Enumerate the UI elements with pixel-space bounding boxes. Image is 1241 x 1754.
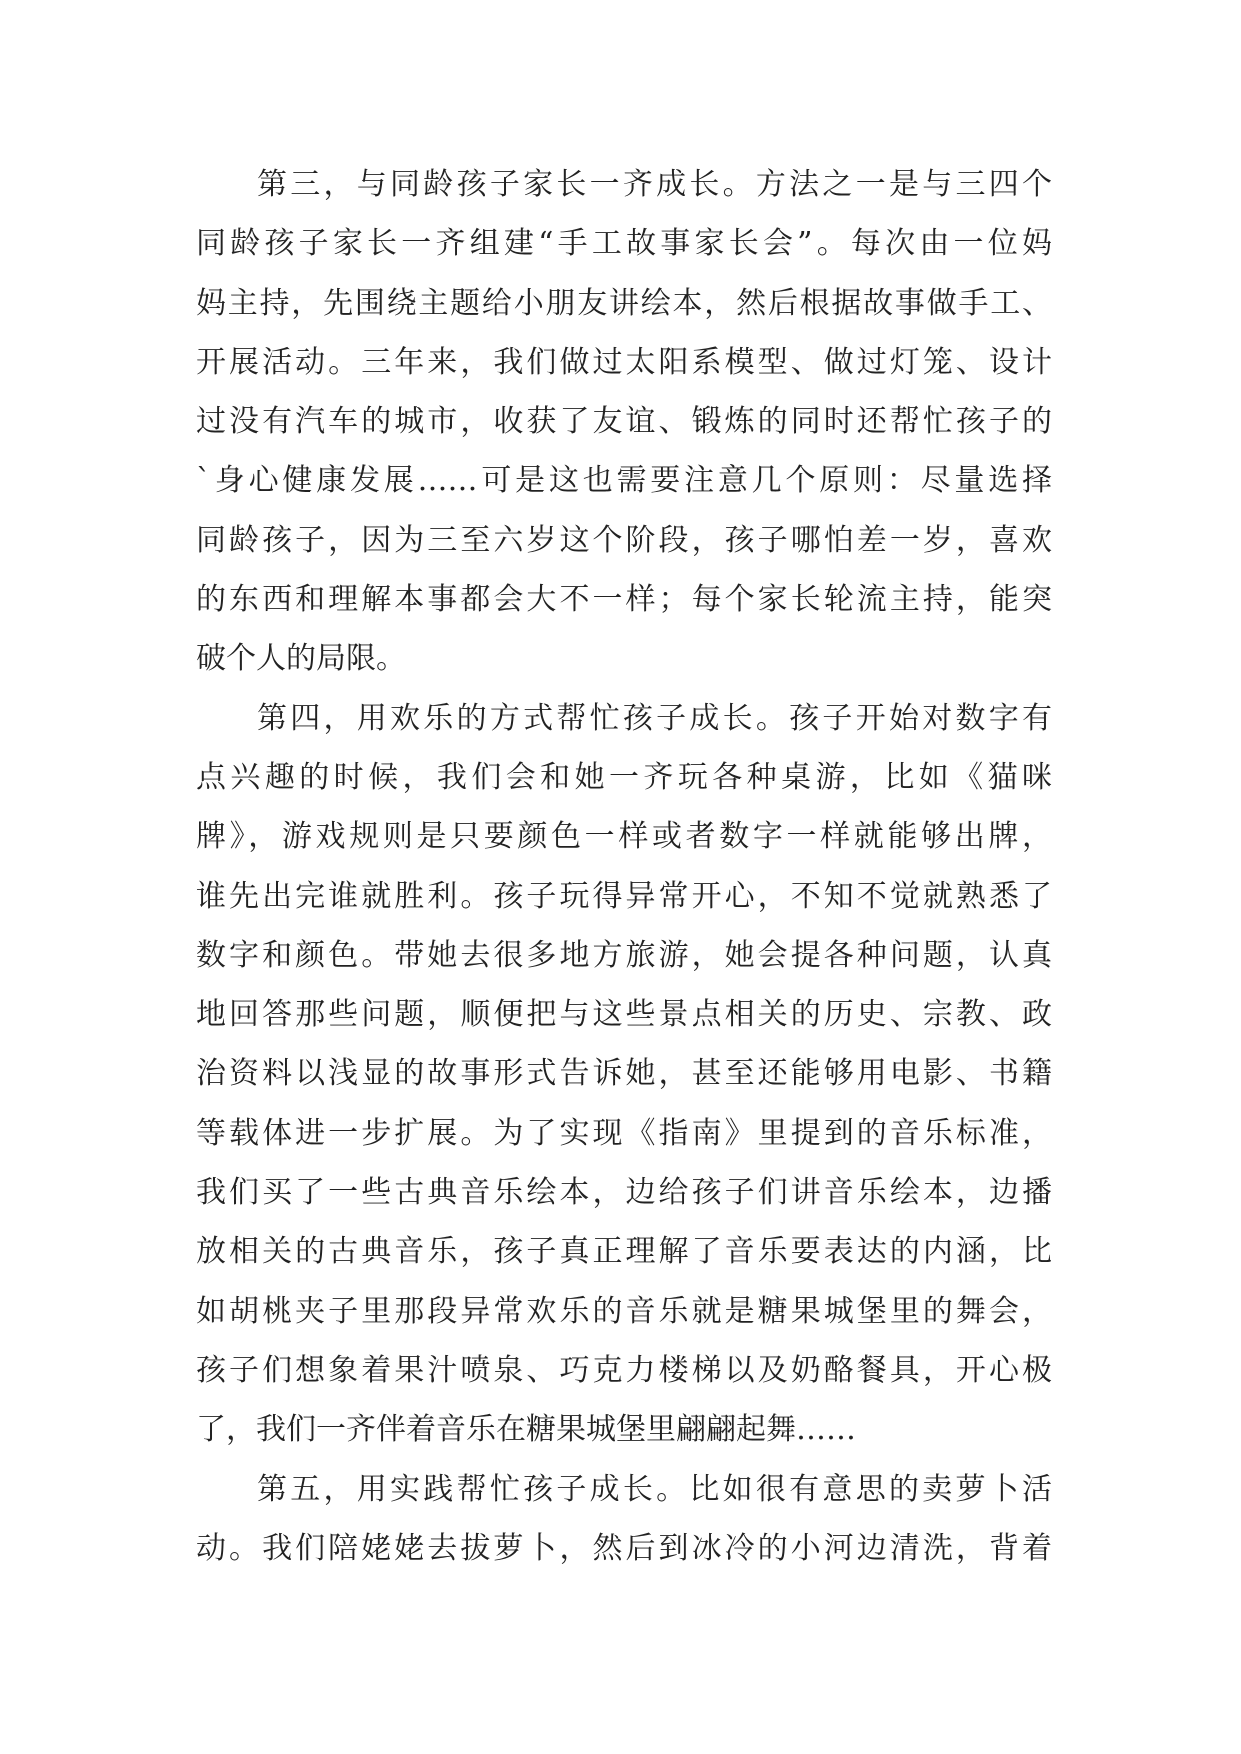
- text-line: 同龄孩子家长一齐组建“手工故事家长会”。每次由一位妈: [196, 226, 1052, 262]
- text-line: 点兴趣的时候，我们会和她一齐玩各种桌游，比如《猫咪: [196, 759, 1052, 795]
- text-line: 孩子们想象着果汁喷泉、巧克力楼梯以及奶酪餐具，开心极: [196, 1352, 1052, 1388]
- body-text: [196, 155, 1052, 1578]
- text-line: 过没有汽车的城市，收获了友谊、锻炼的同时还帮忙孩子的: [196, 404, 1052, 440]
- text-line: 谁先出完谁就胜利。孩子玩得异常开心，不知不觉就熟悉了: [196, 878, 1052, 914]
- text-line: 牌》，游戏规则是只要颜色一样或者数字一样就能够出牌，: [196, 819, 1052, 855]
- text-line: `身心健康发展……可是这也需要注意几个原则：尽量选择: [196, 463, 1052, 499]
- text-line: 治资料以浅显的故事形式告诉她，甚至还能够用电影、书籍: [196, 1056, 1052, 1092]
- text-line: 地回答那些问题，顺便把与这些景点相关的历史、宗教、政: [196, 997, 1052, 1033]
- text-line: 的东西和理解本事都会大不一样；每个家长轮流主持，能突: [196, 582, 1052, 618]
- text-line: 同龄孩子，因为三至六岁这个阶段，孩子哪怕差一岁，喜欢: [196, 522, 1052, 558]
- paragraph-third: [196, 155, 1052, 689]
- text-line: 破个人的局限。: [196, 641, 406, 677]
- text-line: 动。我们陪姥姥去拔萝卜，然后到冰冷的小河边清洗，背着: [196, 1530, 1052, 1566]
- text-line: 放相关的古典音乐，孩子真正理解了音乐要表达的内涵，比: [196, 1234, 1052, 1270]
- text-line: 妈主持，先围绕主题给小朋友讲绘本，然后根据故事做手工、: [196, 285, 1052, 321]
- paragraph-fourth: [196, 689, 1052, 1460]
- text-line: 等载体进一步扩展。为了实现《指南》里提到的音乐标准，: [196, 1115, 1052, 1151]
- text-line: 开展活动。三年来，我们做过太阳系模型、做过灯笼、设计: [196, 344, 1052, 380]
- paragraph-fifth: [196, 1460, 1052, 1579]
- text-line: 第三，与同龄孩子家长一齐成长。方法之一是与三四个: [257, 167, 1052, 202]
- text-line: 如胡桃夹子里那段异常欢乐的音乐就是糖果城堡里的舞会，: [196, 1293, 1052, 1329]
- text-line: 第四，用欢乐的方式帮忙孩子成长。孩子开始对数字有: [257, 700, 1052, 736]
- text-line: 了，我们一齐伴着音乐在糖果城堡里翩翩起舞……: [196, 1412, 856, 1448]
- text-line: 第五，用实践帮忙孩子成长。比如很有意思的卖萝卜活: [257, 1471, 1052, 1507]
- text-line: 我们买了一些古典音乐绘本，边给孩子们讲音乐绘本，边播: [196, 1175, 1052, 1211]
- text-line: 数字和颜色。带她去很多地方旅游，她会提各种问题，认真: [196, 937, 1052, 973]
